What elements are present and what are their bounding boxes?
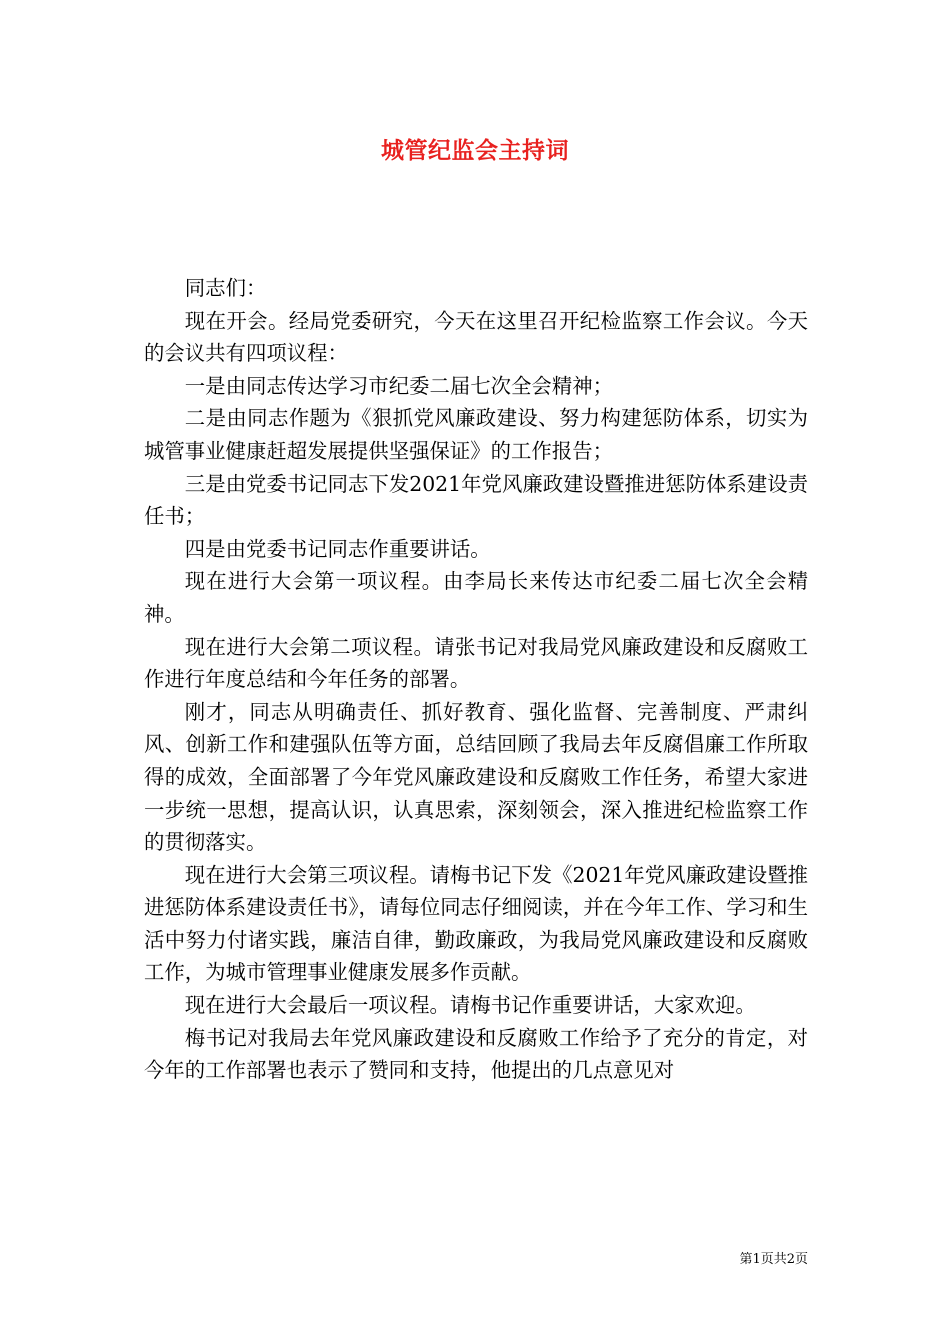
agenda-item-4: 四是由党委书记同志作重要讲话。 xyxy=(184,536,491,561)
document-body xyxy=(144,272,808,1087)
page-number-footer: 第1页共2页 xyxy=(739,1252,808,1267)
body-paragraph: 现在进行大会第一项议程。由李局长来传达市纪委二届七次全会精神。 xyxy=(144,569,808,626)
body-paragraph: 梅书记对我局去年党风廉政建设和反腐败工作给予了充分的肯定，对今年的工作部署也表示了赞同和支持，他提出的几点意见对 xyxy=(144,1025,808,1083)
body-paragraph: 现在进行大会第二项议程。请张书记对我局党风廉政建设和反腐败工作进行年度总结和今年任务的部署。 xyxy=(144,634,808,692)
body-paragraph: 刚才，同志从明确责任、抓好教育、强化监督、完善制度、严肃纠风、创新工作和建强队伍等方面，总结回顾了我局去年反腐倡廉工作所取得的成效，全面部署了今年党风廉政建设和反腐败工作任务，希望大家进一步统一思想，提高认识，认真思索，深刻领会，深入推进纪检监察工作的贯彻落实。 xyxy=(144,699,808,855)
agenda-item-3: 三是由党委书记同志下发2021年党风廉政建设暨推进惩防体系建设责任书； xyxy=(144,471,808,529)
salutation-paragraph: 同志们： xyxy=(184,276,267,300)
body-paragraph: 现在开会。经局党委研究，今天在这里召开纪检监察工作会议。今天的会议共有四项议程： xyxy=(144,308,808,366)
agenda-item-2: 二是由同志作题为《狠抓党风廉政建设、努力构建惩防体系，切实为城管事业健康赶超发展提供坚强保证》的工作报告； xyxy=(144,406,808,463)
agenda-item-1: 一是由同志传达学习市纪委二届七次全会精神； xyxy=(184,373,613,398)
page-title: 城管纪监会主持词 xyxy=(381,137,569,164)
body-paragraph: 现在进行大会第三项议程。请梅书记下发《2021年党风廉政建设暨推进惩防体系建设责任书》，请每位同志仔细阅读，并在今年工作、学习和生活中努力付诸实践，廉洁自律，勤政廉政，为我局党风廉政建设和反腐败工作，为城市管理事业健康发展多作贡献。 xyxy=(144,862,808,985)
body-paragraph: 现在进行大会最后一项议程。请梅书记作重要讲话，大家欢迎。 xyxy=(184,993,756,1018)
